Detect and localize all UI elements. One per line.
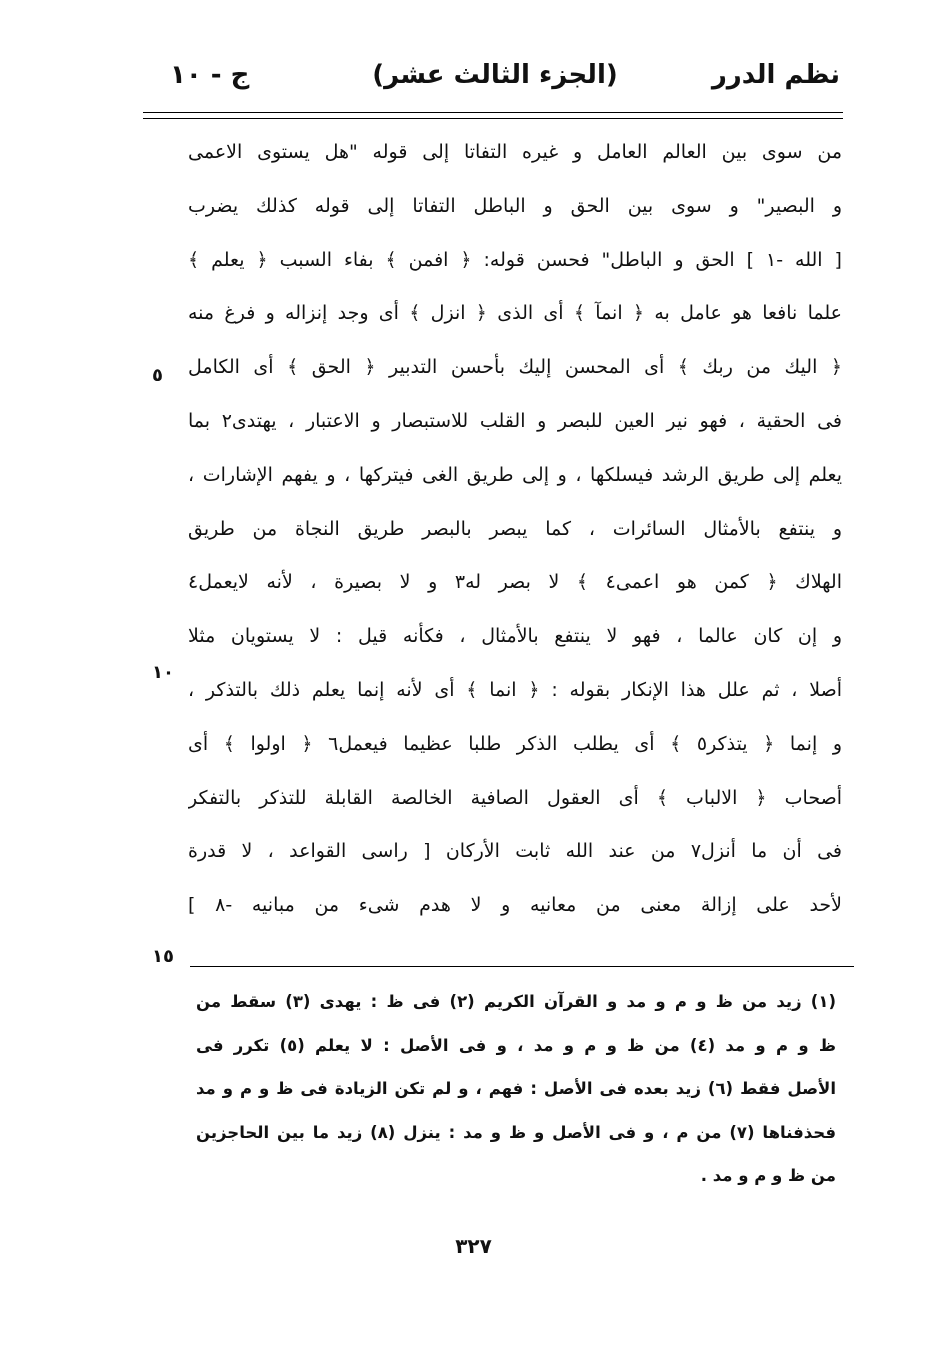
- text-line: من سوى بين العالم العامل و غيره التفاتا إلى قوله "هل يستوى الاعمى: [188, 141, 842, 163]
- part-title: (الجزء الثالث عشر): [372, 60, 618, 90]
- text-line: ﴿ اليك من ربك ﴾ أى المحسن إليك بأحسن التدبير ﴿ الحق ﴾ أى الكامل: [188, 356, 842, 379]
- line-number-5: ٥: [152, 365, 163, 386]
- footnote-line: ظ و م و مد (٤) من ظ و م و مد ، و فى الأصل : لا يعلم (٥) تكرر فى: [196, 1035, 836, 1055]
- footnotes: [196, 980, 836, 1198]
- text-line: و إن كان عالما ، فهو لا ينتفع بالأمثال ، فكأنه قيل : لا يستويان مثلا: [188, 625, 842, 648]
- text-line: الهلاك ﴿ كمن هو اعمى٤ ﴾ لا بصر له٣ و لا بصيرة ، لأنه لايعمل٤: [188, 571, 842, 594]
- volume-label: ج - ١٠: [170, 60, 250, 90]
- footnote-line: الأصل فقط (٦) زيد بعده فى الأصل : فهم ، و لم تكن الزيادة فى ظ و م و مد: [196, 1079, 836, 1098]
- text-line: فى أن ما أنزل٧ من عند الله ثابت الأركان [ راسى القواعد ، لا قدرة: [188, 840, 842, 863]
- footnote-line: من ظ و م و مد .: [700, 1166, 836, 1185]
- footnote-separator: [190, 966, 854, 967]
- line-number-15: ١٥: [152, 946, 174, 967]
- text-line: أصلا ، ثم علل هذا الإنكار بقوله : ﴿ انما ﴾ أى لأنه إنما يعلم ذلك بالتذكر ،: [188, 678, 842, 701]
- text-line: علما نافعا هو عامل به ﴿ انمآ ﴾ أى الذى ﴿ انزل ﴾ أى وجد إنزاله و فرغ منه: [188, 302, 842, 325]
- text-line: و البصير" و سوى بين الحق و الباطل التفاتا إلى قوله كذلك يضرب: [188, 194, 842, 217]
- running-header: [150, 52, 840, 98]
- text-line: أصحاب ﴿ الالباب ﴾ أى العقول الصافية الخالصة القابلة للتذكر بالتفكر: [188, 786, 842, 809]
- text-line: و إنما ﴿ يتذكر٥ ﴾ أى يطلب الذكر طلبا عظيما فيعمل٦ ﴿ اولوا ﴾ أى: [188, 732, 842, 755]
- footnote-line: فحذفناها (٧) من م ، و فى الأصل و ظ و مد : ينزل (٨) زيد ما بين الحاجزين: [196, 1122, 836, 1142]
- text-line: [ الله -١ ] الحق و الباطل" فحسن قوله: ﴿ افمن ﴾ بفاء السبب ﴿ يعلم ﴾: [188, 248, 842, 271]
- text-line: لأحد على إزالة معنى من معانيه و لا هدم شىء من مبانيه -٨ ]: [188, 894, 842, 917]
- footnote-line: (١) زيد من ظ و م و مد و القرآن الكريم (٢) فى ظ : يهدى (٣) سقط من: [196, 992, 836, 1011]
- page-number: ٣٢٧: [455, 1234, 492, 1258]
- header-rule-bottom: [143, 118, 843, 119]
- book-title: نظم الدرر: [711, 60, 840, 90]
- text-line: و ينتفع بالأمثال السائرات ، كما يبصر بالبصر طريق النجاة من طريق: [188, 517, 842, 540]
- text-line: فى الحقية ، فهو نير العين للبصر و القلب للاستبصار و الاعتبار ، يهتدى٢ بما: [188, 409, 842, 432]
- line-number-10: ١٠: [152, 662, 174, 683]
- header-rule-top: [143, 112, 843, 113]
- text-line: يعلم إلى طريق الرشد فيسلكها ، و إلى طريق الغى فيتركها ، و يفهم الإشارات ،: [188, 463, 842, 486]
- main-text: [188, 126, 842, 933]
